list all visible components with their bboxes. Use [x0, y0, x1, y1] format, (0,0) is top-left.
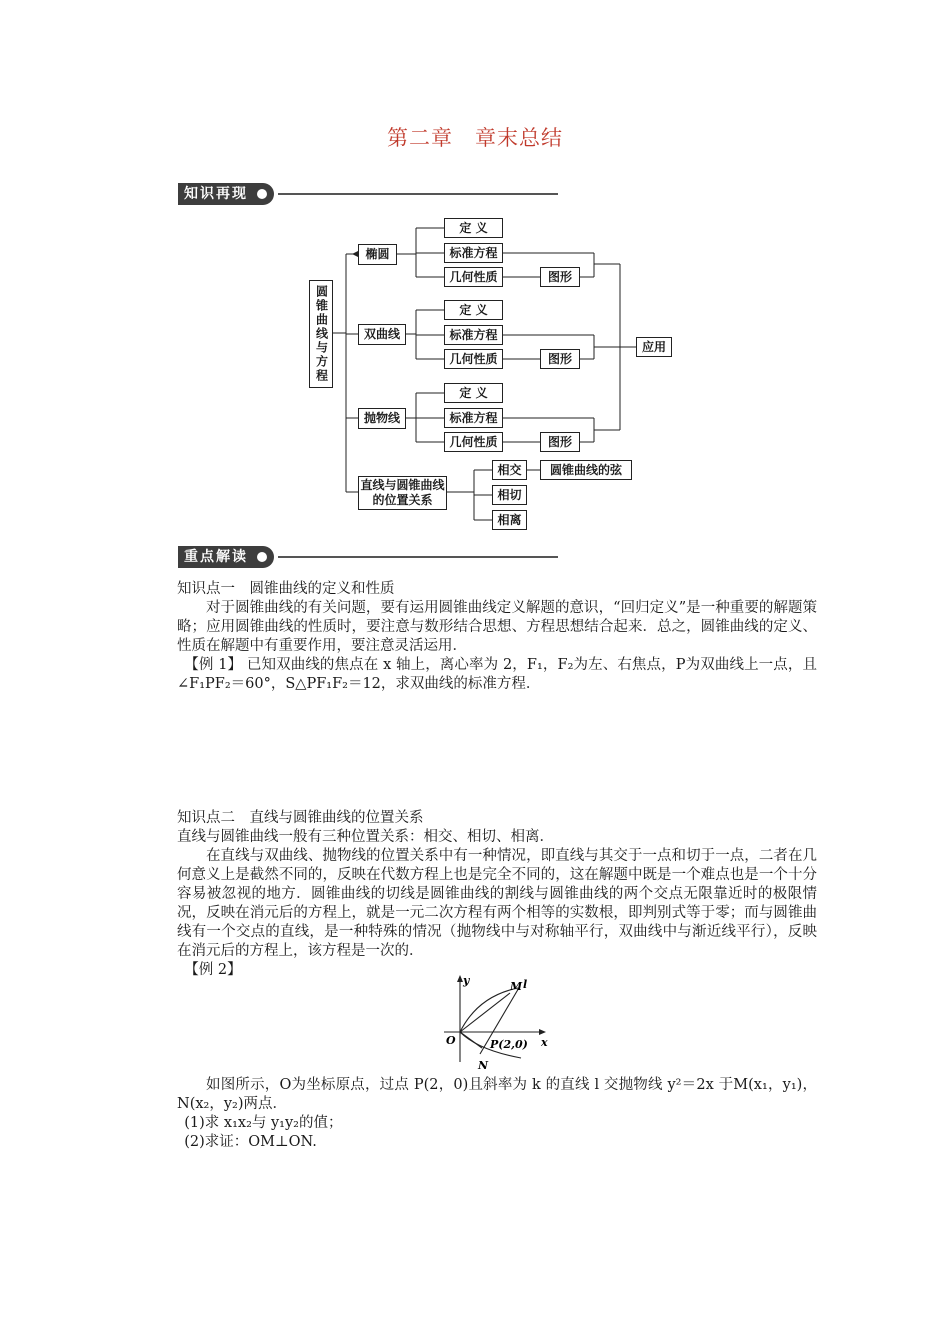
label-n: N — [478, 1059, 489, 1072]
kp1-heading: 知识点一 圆锥曲线的定义和性质 — [177, 581, 395, 597]
node-ellipse-geometric: 几何性质 — [444, 267, 503, 287]
example-2-question-1: (1)求 x₁x₂与 y₁y₂的值； — [184, 1115, 343, 1131]
kp1-paragraph: 对于圆锥曲线的有关问题，要有运用圆锥曲线定义解题的意识，“回归定义”是一种重要的解题策略；应用圆锥曲线的性质时，要注意与数形结合思想、方程思想结合起来．总之，圆锥曲线的定义、性质在解题中有重要作用，要注意灵活运用． — [177, 600, 817, 654]
node-application: 应用 — [636, 337, 672, 357]
page-title: 第二章 章末总结 — [387, 126, 563, 150]
node-hyperbola-standard: 标准方程 — [444, 325, 503, 345]
bullet-dot-icon — [257, 552, 267, 562]
kp1-example — [177, 656, 817, 694]
section-label-key-points — [178, 546, 274, 568]
label-m: M — [510, 980, 523, 993]
example-1-label: 【例 1】 — [184, 657, 243, 673]
example-2-question-2: (2)求证：OM⊥ON. — [184, 1134, 317, 1150]
node-separate: 相离 — [492, 510, 527, 530]
section-bar-key-points — [178, 546, 558, 568]
parabola-figure — [438, 972, 558, 1072]
label-p: P(2,0) — [490, 1038, 528, 1051]
node-intersect: 相交 — [492, 460, 527, 480]
node-root: 圆锥曲线与方程 — [309, 280, 333, 388]
node-ellipse: 椭圆 — [358, 244, 397, 265]
node-parabola-definition: 定 义 — [444, 383, 503, 403]
segment-om — [460, 993, 510, 1032]
label-l: l — [523, 978, 528, 991]
example-2-problem: 如图所示，O为坐标原点，过点 P(2，0)且斜率为 k 的直线 l 交抛物线 y²＝2x 于M(x₁，y₁)，N(x₂，y₂)两点． — [177, 1077, 817, 1112]
node-hyperbola-figure: 图形 — [540, 349, 580, 369]
label-x: x — [541, 1036, 548, 1049]
kp2-heading: 知识点二 直线与圆锥曲线的位置关系 — [177, 810, 424, 826]
node-ellipse-figure: 图形 — [540, 267, 580, 287]
section-label-text: 知识再现 — [184, 186, 248, 202]
node-parabola-figure: 图形 — [540, 432, 580, 452]
node-hyperbola: 双曲线 — [358, 324, 406, 345]
node-hyperbola-geometric: 几何性质 — [444, 349, 503, 369]
x-axis-arrow-icon — [539, 1029, 546, 1035]
node-chord: 圆锥曲线的弦 — [540, 460, 632, 480]
segment-on — [460, 1032, 482, 1048]
node-parabola: 抛物线 — [358, 408, 406, 429]
example-1-text: 已知双曲线的焦点在 x 轴上，离心率为 2，F₁，F₂为左、右焦点，P为双曲线上一点，且∠F₁PF₂＝60°，S△PF₁F₂＝12，求双曲线的标准方程． — [177, 657, 818, 692]
section-rule — [278, 556, 558, 558]
node-hyperbola-definition: 定 义 — [444, 300, 503, 320]
node-tangent: 相切 — [492, 485, 527, 505]
label-o: O — [446, 1034, 456, 1047]
label-y: y — [463, 974, 470, 987]
kp2-paragraph-1: 直线与圆锥曲线一般有三种位置关系：相交、相切、相离． — [177, 829, 554, 845]
node-ellipse-standard: 标准方程 — [444, 243, 503, 263]
node-parabola-geometric: 几何性质 — [444, 432, 503, 452]
node-line-curve: 直线与圆锥曲线的位置关系 — [358, 476, 447, 510]
kp2-paragraph-2: 在直线与双曲线、抛物线的位置关系中有一种情况，即直线与其交于一点和切于一点，二者在几何意义上是截然不同的，反映在代数方程上也是完全不同的，这在解题中既是一个难点也是一个十分容易被忽视的地方．圆锥曲线的切线是圆锥曲线的割线与圆锥曲线的两个交点无限靠近时的极限情况，反映在消元后的方程上，就是一元二次方程有两个相等的实数根，即判别式等于零；而与圆锥曲线有一个交点的直线，是一种特殊的情况（抛物线中与对称轴平行，双曲线中与渐近线平行），反映在消元后的方程上，该方程是一次的． — [177, 848, 817, 959]
node-ellipse-definition: 定 义 — [444, 218, 503, 238]
node-parabola-standard: 标准方程 — [444, 408, 503, 428]
section-label-text: 重点解读 — [184, 549, 248, 565]
example-2-label: 【例 2】 — [184, 962, 242, 978]
